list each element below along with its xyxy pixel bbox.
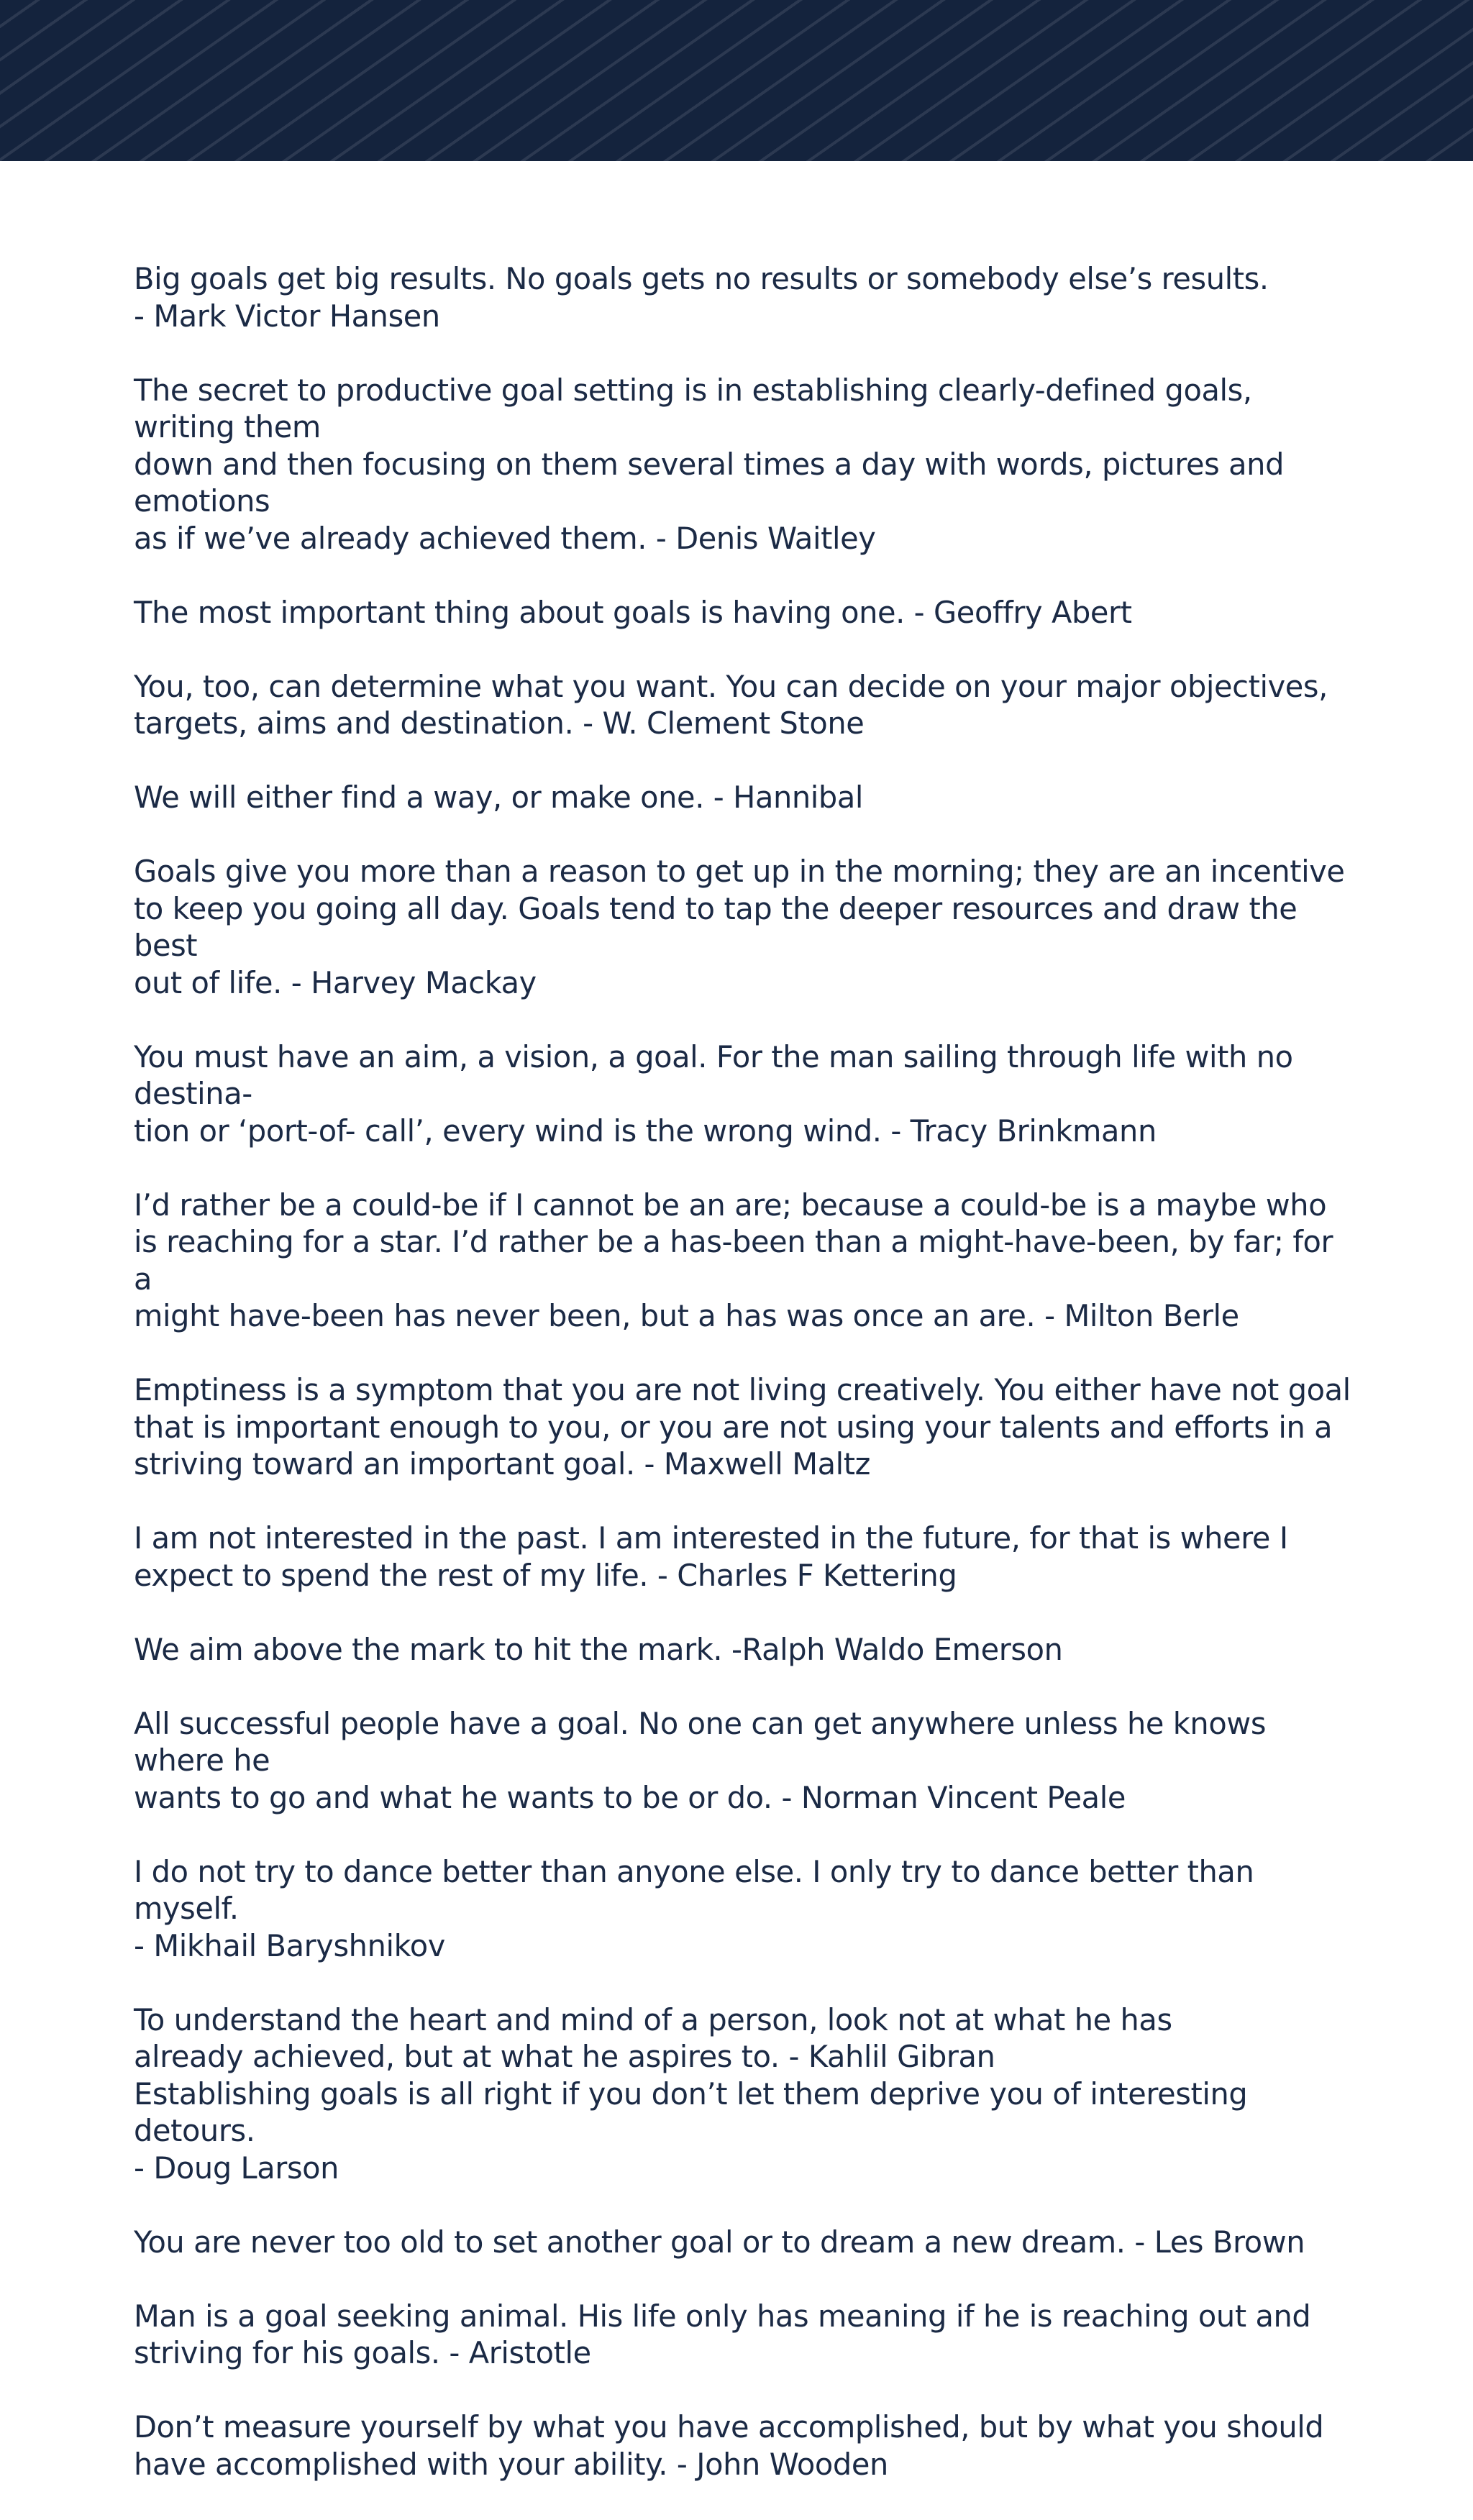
quote-larson: Establishing goals is all right if you don’t let them deprive you of interesting detours. - Doug Larson <box>134 2076 1248 2186</box>
quote-wooden: Don’t measure yourself by what you have accomplished, but by what you should have accomplished with your ability. - John Wooden <box>134 2409 1324 2482</box>
quote-peale: All successful people have a goal. No one can get anywhere unless he knows where he wants to go and what he wants to be or do. - Norman Vincent Peale <box>134 1705 1267 1815</box>
quote-maltz: Emptiness is a symptom that you are not living creatively. You either have not goal that is important enough to you, or you are not using your talents and efforts in a striving toward an important goal. - Maxwell Maltz <box>134 1372 1351 1482</box>
quote-list <box>134 260 1356 2520</box>
quote-baryshnikov: I do not try to dance better than anyone else. I only try to dance better than myself. - Mikhail Baryshnikov <box>134 1853 1254 1963</box>
quote-mackay: Goals give you more than a reason to get up in the morning; they are an incentive to keep you going all day. Goals tend to tap the deeper resources and draw the best out of life. - Harvey Mackay <box>134 854 1345 1000</box>
quote-berle: I’d rather be a could-be if I cannot be an are; because a could-be is a maybe who is reaching for a star. I’d rather be a has-been than a might-have-been, by far; for a might have-been has never been, but a has was once an are. - Milton Berle <box>134 1187 1333 1333</box>
quote-hannibal: We will either find a way, or make one. - Hannibal <box>134 780 864 815</box>
quote-brinkmann: You must have an aim, a vision, a goal. For the man sailing through life with no destina- tion or ‘port-of- call’, every wind is the wrong wind. - Tracy Brinkmann <box>134 1038 1293 1149</box>
quote-kettering: I am not interested in the past. I am interested in the future, for that is where I expect to spend the rest of my life. - Charles F Kettering <box>134 1520 1288 1593</box>
header-banner <box>0 0 1473 161</box>
quote-abert: The most important thing about goals is having one. - Geoffry Abert <box>134 594 1132 630</box>
quote-brown: You are never too old to set another goal or to dream a new dream. - Les Brown <box>134 2224 1305 2260</box>
quote-aristotle: Man is a goal seeking animal. His life only has meaning if he is reaching out and striving for his goals. - Aristotle <box>134 2298 1311 2370</box>
quote-hansen: Big goals get big results. No goals gets no results or somebody else’s results. - Mark Victor Hansen <box>134 261 1269 334</box>
quote-gibran: To understand the heart and mind of a person, look not at what he has already achieved, but at what he aspires to. - Kahlil Gibran <box>134 2001 1172 2074</box>
quote-emerson: We aim above the mark to hit the mark. -Ralph Waldo Emerson <box>134 1631 1063 1667</box>
quote-stone: You, too, can determine what you want. You can decide on your major objectives, targets, aims and destination. - W. Clement Stone <box>134 668 1328 741</box>
quote-waitley: The secret to productive goal setting is in establishing clearly-defined goals, writing them down and then focusing on them several times a day with words, pictures and emotions as if we’ve already achieved them. - Denis Waitley <box>134 372 1285 556</box>
